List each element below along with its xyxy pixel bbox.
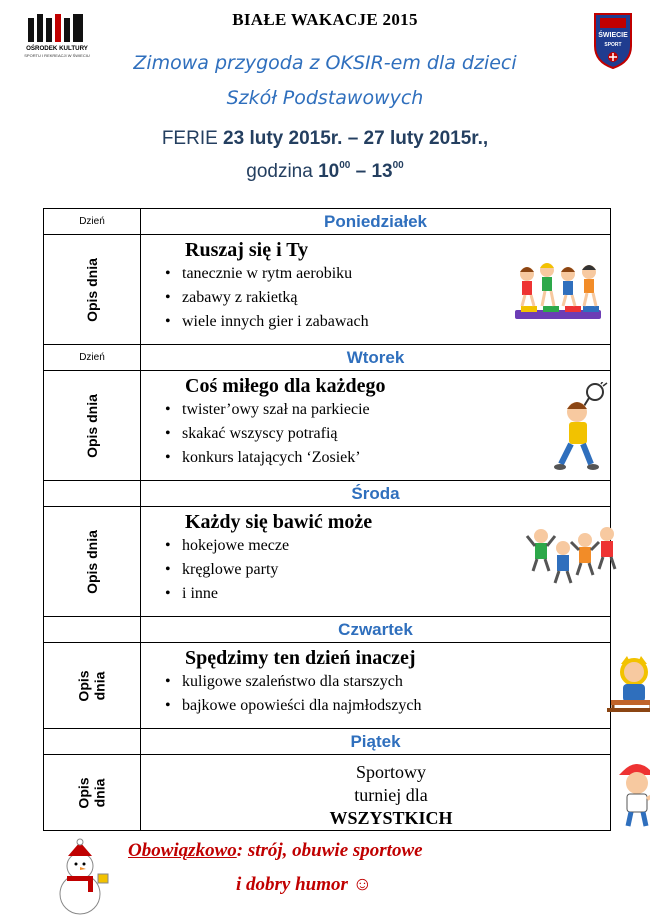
friday-line-1: Sportowy [355, 762, 426, 782]
day-row-monday [44, 209, 611, 235]
description-row-wednesday [44, 507, 611, 617]
list-item: • skakać wszyscy potrafią [165, 422, 610, 446]
list-item: • tanecznie w rytm aerobiku [165, 262, 610, 286]
description-row-thursday [44, 643, 611, 729]
day-name-tuesday: Wtorek [141, 345, 611, 371]
hours-separator: – [350, 161, 372, 182]
friday-description [261, 755, 521, 830]
hours-prefix: godzina [246, 161, 319, 182]
day-name-monday: Poniedziałek [141, 209, 611, 235]
dates-range: 23 luty 2015r. – 27 luty 2015r., [223, 128, 489, 149]
empty-label-cell [44, 729, 141, 755]
description-row-monday [44, 235, 611, 345]
list-item: • twister’owy szał na parkiecie [165, 398, 610, 422]
monday-heading: Ruszaj się i Ty [185, 239, 309, 261]
mandatory-note-line-1 [128, 840, 423, 862]
ball-kid-illustration [607, 759, 650, 829]
day-row-tuesday [44, 345, 611, 371]
wednesday-heading: Każdy się bawić może [185, 511, 373, 533]
list-item: • i inne [165, 582, 610, 606]
schedule-table [43, 208, 611, 830]
description-label: Opis dnia [83, 529, 100, 594]
sledding-child-illustration [603, 652, 650, 724]
dates-prefix: FERIE [161, 128, 224, 149]
day-row-wednesday [44, 481, 611, 507]
mandatory-items: : strój, obuwie sportowe [236, 840, 423, 861]
description-label: Opis dnia [76, 669, 108, 702]
list-item: • wiele innych gier i zabawach [165, 310, 610, 334]
subtitle-line-2: Szkół Podstawowych [226, 87, 424, 109]
thursday-heading: Spędzimy ten dzień inaczej [185, 647, 416, 669]
crest-label: ŚWIECIE [598, 32, 628, 39]
description-row-friday [44, 755, 611, 831]
list-item: • kręglowe party [165, 558, 610, 582]
page-title: BIAŁE WAKACJE 2015 [232, 10, 418, 29]
dates-line [0, 128, 650, 150]
friday-line-2: turniej dla [354, 785, 428, 805]
thursday-activities [141, 670, 610, 718]
hours-end-minutes: 00 [392, 160, 404, 171]
list-item: • konkurs latających ‘Zosiek’ [165, 446, 610, 470]
description-label: Opis dnia [76, 776, 108, 809]
hours-start-minutes: 00 [339, 160, 351, 171]
snowman-illustration [50, 838, 112, 918]
list-item: • bajkowe opowieści dla najmłodszych [165, 694, 610, 718]
empty-label-cell [44, 481, 141, 507]
jumping-kids-illustration [523, 524, 619, 592]
day-row-friday [44, 729, 611, 755]
mandatory-label: Obowiązkowo [128, 840, 237, 861]
list-item: • hokejowe mecze [165, 534, 610, 558]
oksir-logo-name: OŚRODEK KULTURY [26, 45, 88, 52]
friday-line-3: WSZYSTKICH [329, 808, 453, 828]
day-name-friday: Piątek [141, 729, 611, 755]
list-item: • zabawy z rakietką [165, 286, 610, 310]
description-row-tuesday [44, 371, 611, 481]
badminton-boy-illustration [551, 382, 611, 474]
tuesday-activities [141, 398, 610, 470]
day-row-thursday [44, 617, 611, 643]
hours-start: 10 [318, 161, 340, 182]
tuesday-heading: Coś miłego dla każdego [185, 375, 386, 397]
empty-label-cell [44, 617, 141, 643]
list-item: • kuligowe szaleństwo dla starszych [165, 670, 610, 694]
hours-end: 13 [371, 161, 393, 182]
crest-sublabel: SPORT [604, 42, 622, 48]
aerobics-kids-illustration [513, 260, 603, 322]
hours-line [0, 160, 650, 183]
day-label: Dzień [44, 345, 141, 371]
day-name-wednesday: Środa [141, 481, 611, 507]
mandatory-note-line-2: i dobry humor ☺ [236, 874, 373, 895]
subtitle-line-1: Zimowa przygoda z OKSIR-em dla dzieci [133, 52, 517, 74]
day-name-thursday: Czwartek [141, 617, 611, 643]
description-label: Opis dnia [83, 393, 100, 458]
description-label: Opis dnia [83, 257, 100, 322]
oksir-logo-subname: SPORTU I REKREACJI W ŚWIECIU [24, 53, 90, 58]
day-label: Dzień [44, 209, 141, 235]
